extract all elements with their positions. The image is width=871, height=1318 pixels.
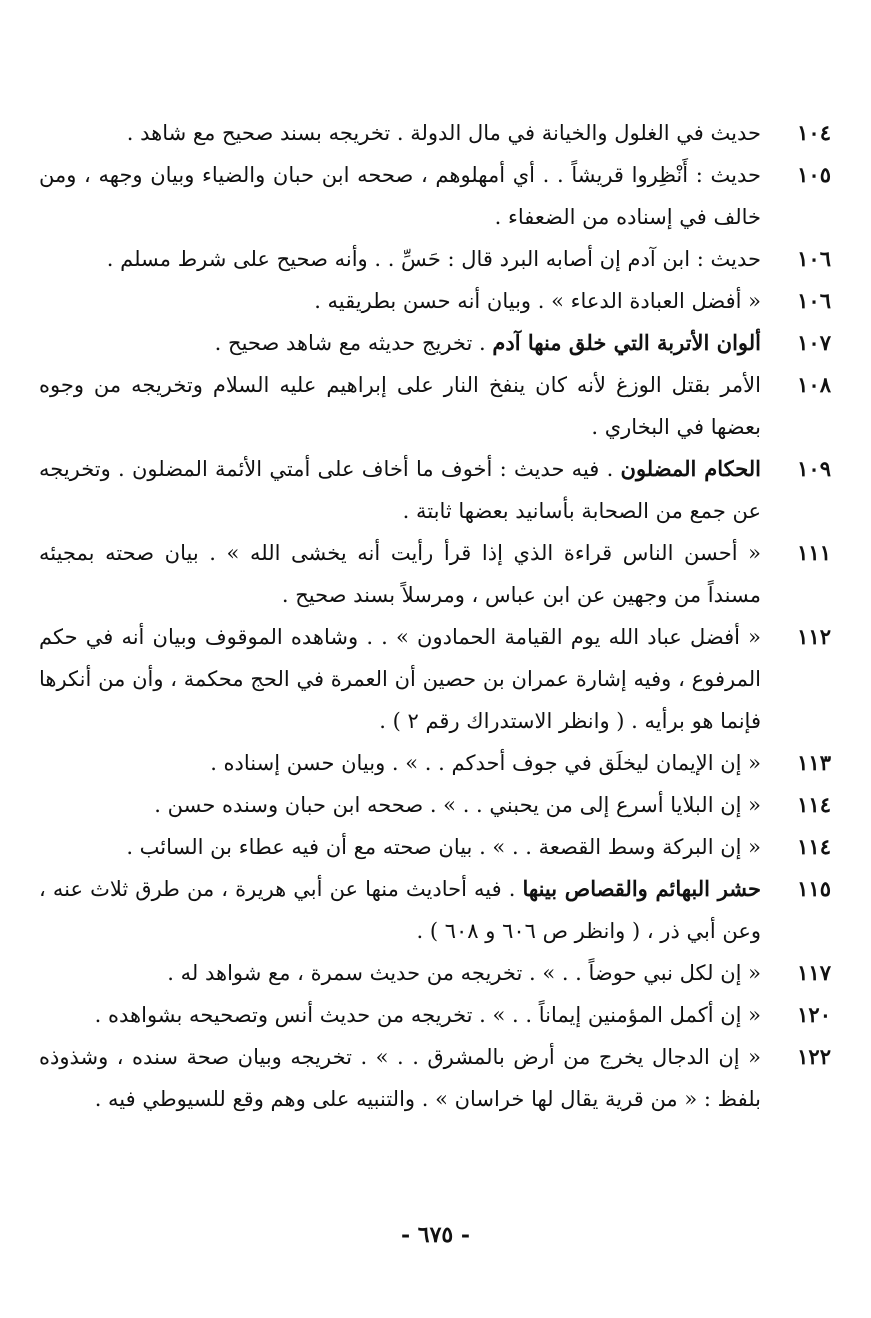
entry-description: « أفضل عباد الله يوم القيامة الحمادون » . . وشاهده الموقوف وبيان أنه في حكم المرفوع ، وفيه إشارة عمران بن حصين أن العمرة في الحج محكمة ، وأن من أنكرها فإنما هو برأيه . ( وانظر الاستدراك رقم ٢ ) . [39, 625, 761, 733]
index-entry [39, 742, 831, 784]
entry-page-number: ١٠٦ [797, 288, 831, 313]
entry-text [39, 154, 761, 238]
entry-description: « إن البركة وسط القصعة . . » . بيان صحته مع أن فيه عطاء بن السائب . [126, 835, 761, 859]
index-entry [39, 112, 831, 154]
index-entry [39, 784, 831, 826]
entry-description: « إن أكمل المؤمنين إيماناً . . » . تخريجه من حديث أنس وتصحيحه بشواهده . [94, 1003, 761, 1027]
entry-page-number: ١١٤ [797, 834, 831, 859]
entry-page-number: ١٠٥ [797, 162, 831, 187]
entry-text [39, 616, 761, 742]
entry-text [39, 994, 761, 1036]
index-entry [39, 868, 831, 952]
entry-description: « أحسن الناس قراءة الذي إذا قرأ رأيت أنه يخشى الله » . بيان صحته بمجيئه مسنداً من وجهين عن ابن عباس ، ومرسلاً بسند صحيح . [39, 541, 761, 607]
entry-page-number: ١٠٧ [797, 330, 831, 355]
entry-page-number: ١١٤ [797, 792, 831, 817]
index-entry [39, 616, 831, 742]
entry-text [39, 826, 761, 868]
index-entry [39, 448, 831, 532]
entry-text [39, 784, 761, 826]
entry-page-number: ١٢٠ [797, 1002, 831, 1027]
entry-description: . فيه حديث : أخوف ما أخاف على أمتي الأئمة المضلون . وتخريجه عن جمع من الصحابة بأسانيد بعضها ثابتة . [39, 457, 761, 523]
entry-description: . فيه أحاديث منها عن أبي هريرة ، من طرق ثلاث عنه ، وعن أبي ذر ، ( وانظر ص ٦٠٦ و ٦٠٨ ) . [39, 877, 761, 943]
entry-description: حديث : أَنْظِروا قريشاً . . أي أمهلوهم ، صححه ابن حبان والضياء وبيان وجهه ، ومن خالف في إسناده من الضعفاء . [39, 163, 761, 229]
index-page [39, 112, 831, 1120]
page-number: - ٦٧٥ - [400, 1222, 471, 1248]
index-entry [39, 952, 831, 994]
index-entry [39, 994, 831, 1036]
entry-text [39, 1036, 761, 1120]
entry-description: حديث في الغلول والخيانة في مال الدولة . تخريجه بسند صحيح مع شاهد . [126, 121, 761, 145]
index-entry [39, 322, 831, 364]
index-entry [39, 280, 831, 322]
entry-text [39, 322, 761, 364]
entry-page-number: ١٠٦ [797, 246, 831, 271]
entry-text [39, 868, 761, 952]
entry-heading: الحكام المضلون [620, 456, 762, 481]
index-entry [39, 1036, 831, 1120]
index-entry [39, 238, 831, 280]
entry-text [39, 448, 761, 532]
entry-description: الأمر بقتل الوزغ لأنه كان ينفخ النار على إبراهيم عليه السلام وتخريجه من وجوه بعضها في البخاري . [39, 373, 761, 439]
entry-page-number: ١٠٤ [797, 120, 831, 145]
entry-description: « إن الإيمان ليخلَق في جوف أحدكم . . » . وبيان حسن إسناده . [210, 751, 761, 775]
entry-text [39, 280, 761, 322]
entry-description: « إن لكل نبي حوضاً . . » . تخريجه من حديث سمرة ، مع شواهد له . [167, 961, 761, 985]
entry-text [39, 952, 761, 994]
entry-page-number: ١١٥ [797, 876, 831, 901]
index-entry [39, 826, 831, 868]
entry-description: « إن الدجال يخرج من أرض بالمشرق . . » . تخريجه وبيان صحة سنده ، وشذوذه بلفظ : « من قرية يقال لها خراسان » . والتنبيه على وهم وقع للسيوطي فيه . [39, 1045, 761, 1111]
entry-text [39, 742, 761, 784]
index-entry [39, 154, 831, 238]
entry-heading: ألوان الأتربة التي خلق منها آدم [492, 330, 761, 355]
entry-text [39, 364, 761, 448]
entry-description: « أفضل العبادة الدعاء » . وبيان أنه حسن بطريقيه . [314, 289, 761, 313]
entry-description: . تخريج حديثه مع شاهد صحيح . [214, 331, 493, 355]
entry-page-number: ١١١ [797, 540, 831, 565]
entry-description: حديث : ابن آدم إن أصابه البرد قال : حَسِّ . . وأنه صحيح على شرط مسلم . [106, 247, 761, 271]
entry-page-number: ١١٧ [797, 960, 831, 985]
index-entry [39, 364, 831, 448]
entry-text [39, 112, 761, 154]
entry-text [39, 532, 761, 616]
entry-page-number: ١٢٢ [797, 1044, 831, 1069]
entry-page-number: ١٠٨ [797, 372, 831, 397]
entry-text [39, 238, 761, 280]
entry-heading: حشر البهائم والقصاص بينها [522, 876, 762, 901]
entry-description: « إن البلايا أسرع إلى من يحبني . . » . صححه ابن حبان وسنده حسن . [154, 793, 761, 817]
entry-page-number: ١١٢ [797, 624, 831, 649]
index-entry [39, 532, 831, 616]
entry-page-number: ١١٣ [797, 750, 831, 775]
entry-page-number: ١٠٩ [797, 456, 831, 481]
